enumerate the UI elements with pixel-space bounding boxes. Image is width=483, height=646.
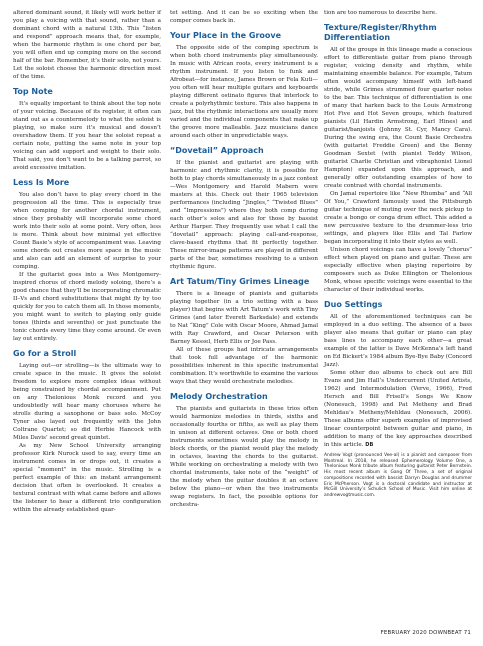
paragraph-text: Some other duo albums to check out are Bill Evans and Jim Hall’s Undercurrent (United Artists, 1962) and Intermodulation (Verve, 1966), Fred Hersch and Bill Frisell’s Songs We Know (Nonesuch, 1998) and Pat Metheny and Brad Mehldau’s Metheny/Mehldau (Nonesuch, 2006). These albums offer superb examples of improvised linear counterpoint between guitar and piano, in addition to many of the key approaches described in this article. <box>324 370 472 448</box>
paragraph: The pianists and guitarists in these trios often would harmonize melodies in thirds, sixths and occasionally fourths or fifths, as well as play them in unison at different octaves. One or both chord instruments sometimes would play the melody in block chords, or the pianist would play the melody in octaves, leaving the chords to the guitarist. While working on orchestrating a melody with two chordal instruments, take note of the “weight” of the melody when the guitar doubles it an octave below the piano—or when the two instruments swap registers. In fact, the possible options for orchestra- <box>170 406 318 508</box>
paragraph: The opposite side of the comping spectrum is when both chord instruments play simultaneously. In music with African roots, every instrument is a rhythm instrument. If you listen to funk and Afrobeat—for instance, James Brown or Fela Kuti—you often will hear multiple guitars and keyboards playing different ostinato figures that interlock to create a polyrhythmic texture. This also happens in jazz, but the rhythmic interactions are usually more varied and the individual components that make up the groove more malleable. Jazz musicians dance around each other in unpredictable ways. <box>170 45 318 139</box>
column-3 <box>324 9 472 499</box>
paragraph <box>324 369 472 449</box>
section-heading-your-place-in-the-groove: Your Place in the Groove <box>170 31 282 40</box>
paragraph: On Jamal repertoire like “New Rhumba” and “All Of You,” Crawford famously used the Pittsburgh guitar technique of muting over the neck pickup to create a bongo or conga drum effect. This added a new percussive texture to the drummer-less trio settings, and players like Ellis and Tal Farlow began incorporating it into their styles as well. <box>324 191 472 245</box>
section-heading-go-for-a-stroll: Go for a Stroll <box>13 349 77 358</box>
paragraph: If the guitarist goes into a Wes Montgomery-inspired chorus of chord melody soloing, there’s a good chance that they’ll be incorporating chromatic II–Vs and chord substitutions that might fly by too quickly for you to catch them all. In those moments, you might want to switch to playing only guide tones (thirds and sevenths) or just punctuate the tonic chords every time they come around. Or even lay out entirely. <box>13 272 162 342</box>
footer-folio: FEBRUARY 2020 DOWNBEAT 71 <box>380 630 471 636</box>
paragraph: As my New School University arranging professor Kirk Nurock used to say, every time an instrument comes in or drops out, it creates a special “moment” in the music. Strolling is a perfect example of this: an instant arrangement decision that often is overlooked. It creates a textural contrast with what came before and allows the listener to hear a different trio configuration within the already established quar- <box>13 443 161 513</box>
section-heading-top-note: Top Note <box>13 87 53 96</box>
paragraph: altered dominant sound, it likely will work better if you play a voicing with that sound, rather than a dominant chord with a natural 13th. This “listen and respond” approach means that, for example, when the harmonic rhythm is one chord per bar, you will often end up comping more on the second half of the bar. Remember, it’s their solo, not yours. Let the soloist choose the harmonic direction most of the time. <box>13 10 161 80</box>
paragraph: If the pianist and guitarist are playing with harmonic and rhythmic clarity, it is possible for both to play chords simultaneously in a jazz context—Wes Montgomery and Harold Mabern were masters at this. Check out their 1965 television performances (including “Jingles,” “Twisted Blues” and “Impressions”) where they both comp during each other’s solos and also for those by bassist Arthur Harper. They frequently use what I call the “dovetail” approach: playing call-and-response, clave-based rhythms that fit perfectly together. These mirror-image patterns are played in different parts of the bar, sometimes resolving to a unison rhythmic figure. <box>170 160 318 270</box>
section-heading-texture-register-rhythm: Texture/Register/Rhythm Differentiation <box>324 23 437 42</box>
paragraph: Laying out—or strolling—is the ultimate way to create space in the music. It gives the soloist freedom to explore more complex ideas without being constrained by chordal accompaniment. Put on any Thelonious Monk record and you undoubtedly will hear many choruses where he strolls during a saxophone or bass solo. McCoy Tyner also layed out frequently with the John Coltrane Quartet; so did Herbie Hancock with Miles Davis’ second great quintet. <box>13 363 161 441</box>
section-heading-melody-orchestration: Melody Orchestration <box>170 392 268 401</box>
column-2 <box>170 9 318 509</box>
section-heading-less-is-more: Less Is More <box>13 178 70 187</box>
paragraph: All of these groups had intricate arrangements that took full advantage of the harmonic possibilities inherent in this specific instrumental combination. It’s worthwhile to examine the various ways that they would orchestrate melodies. <box>170 347 319 385</box>
paragraph: Unison chord voicings can have a lovely “chorus” effect when played on piano and guitar. These are especially effective when playing repertoire by composers such as Duke Ellington or Thelonious Monk, whose specific voicings were essential to the character of their individual works. <box>324 247 472 293</box>
paragraph: It’s equally important to think about the top note of your voicing. Because of its register, it often can stand out as a countermelody to what the soloist is playing, so make sure it’s musical and doesn’t overshadow them. If you hear the soloist repeat a certain note, putting the same note in your top voicing can add support and weight to their solo. That said, you don’t want to be a talking parrot, so avoid excessive imitation. <box>13 101 161 171</box>
paragraph: All of the aforementioned techniques can be employed in a duo setting. The absence of a bass player also means that guitar or piano can play bass lines to accompany each other—a great example of the latter is Dave McKenna’s left hand on Ed Bickert’s 1984 album Bye-Bye Baby (Concord Jazz). <box>324 314 472 368</box>
section-heading-tatum-grimes-lineage: Art Tatum/Tiny Grimes Lineage <box>170 277 310 286</box>
paragraph: tion are too numerous to describe here. <box>324 10 437 16</box>
paragraph: All of the groups in this lineage made a conscious effort to differentiate guitar from piano through register, voicing density and rhythm, while maintaining ensemble balance. For example, Tatum often would accompany himself with left-hand stride, while Grimes strummed four quarter notes to the bar. This technique of differentiation is one of many that harken back to the Louis Armstrong Hot Five and Hot Seven groups, which featured pianists (Lil Hardin Armstrong, Earl Hines) and guitarist/banjoists (Johnny St. Cyr, Mancy Cara). During the swing era, the Count Basie Orchestra (with guitarist Freddie Green) and the Benny Goodman Sextet (with pianist Teddy Wilson, guitarist Charlie Christian and vibraphonist Lionel Hampton) expanded upon this approach, and generally offer outstanding examples of how to create contrast with chordal instruments. <box>324 47 472 189</box>
section-heading-duo-settings: Duo Settings <box>324 300 383 309</box>
paragraph: You also don’t have to play every chord in the progression all the time. This is especially true when comping for another chordal instrument, since they probably will incorporate some chord work into their solo at some point. Very often, less is more. Think about how minimal yet effective Count Basie’s style of accompaniment was. Leaving some chords out creates more space in the music and also can add an element of surprise to your comping. <box>13 192 161 270</box>
section-heading-dovetail-approach: “Dovetail” Approach <box>170 146 264 155</box>
column-1 <box>13 9 161 514</box>
end-mark: DB <box>365 442 374 448</box>
paragraph: tet setting. And it can be so exciting when the comper comes back in. <box>170 10 318 24</box>
page-footer <box>0 629 483 637</box>
author-bio: Andrew Vogt (pronounced Vee-al) is a pianist and composer from Montreal. In 2018, he released Ephemerology Volume One, a Thelonious Monk tribute album featuring guitarist Peter Bernstein. His most recent album is Gang Of Three, a set of original compositions recorded with bassist Darryn Douglas and drummer Eric McPherson. Vogt is a doctoral candidate and instructor at McGill University’s Schulich School of Music. Visit him online at andrewvogtmusic.com. <box>324 453 472 498</box>
paragraph: There is a lineage of pianists and guitarists playing together (in a trio setting with a bass player) that begins with Art Tatum’s work with Tiny Grimes (and later Everett Barksdale) and extends to Nat “King” Cole with Oscar Moore, Ahmad Jamal with Ray Crawford, and Oscar Peterson with Barney Kessel, Herb Ellis or Joe Pass. <box>170 291 318 345</box>
